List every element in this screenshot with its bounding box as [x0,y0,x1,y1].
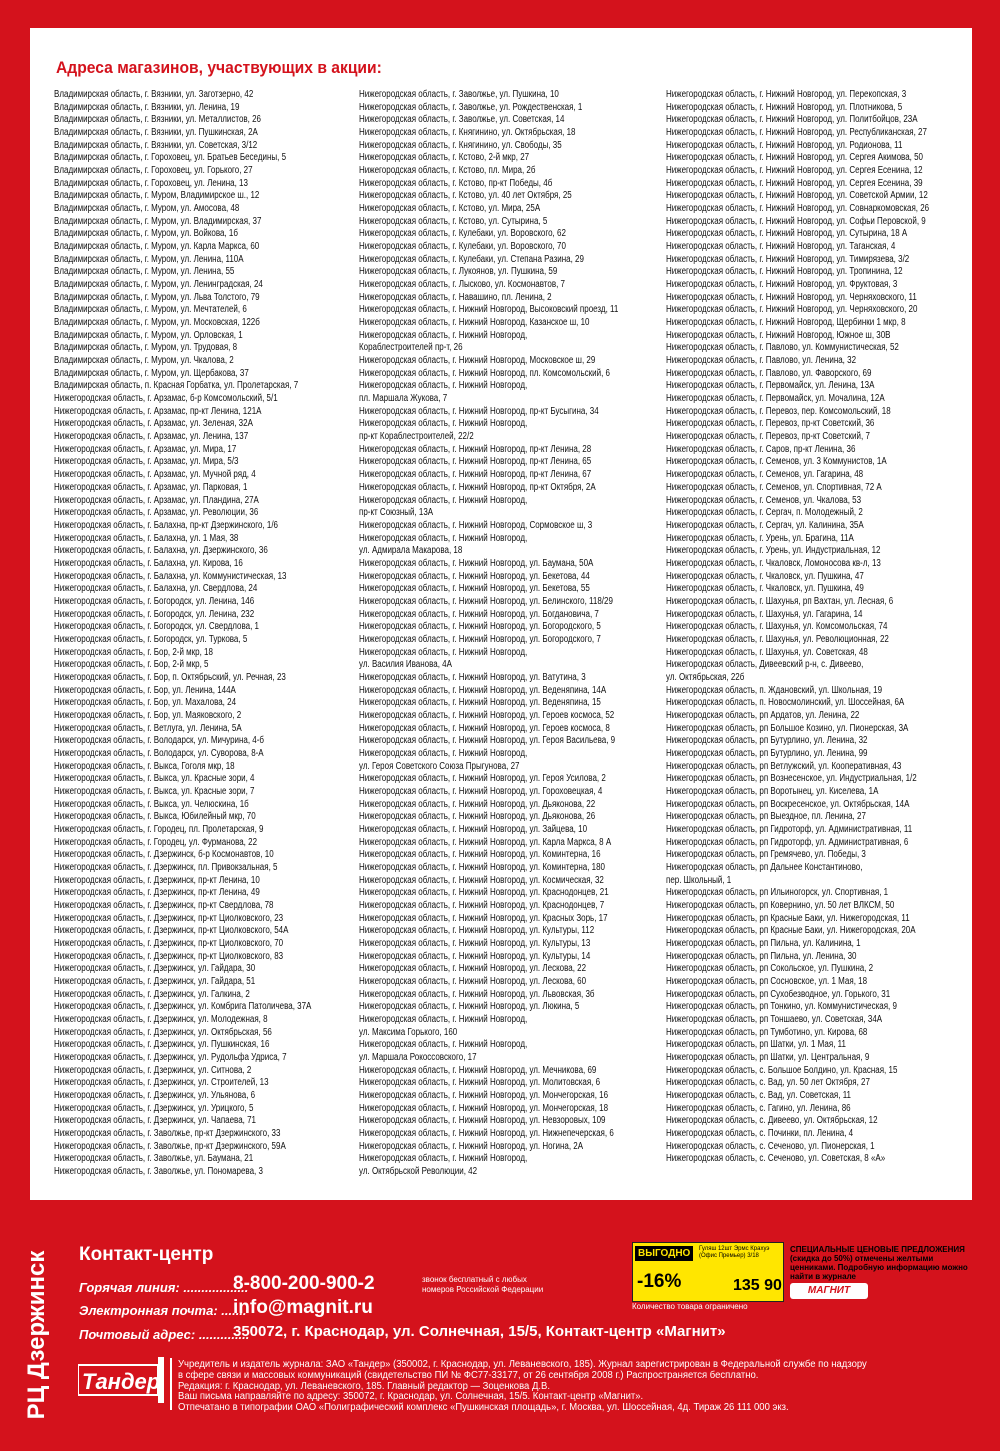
address-item: Нижегородская область, г. Нижний Новгород, ул. Культуры, 14 [359,950,591,962]
address-item: Нижегородская область, г. Семенов, ул. 3 Коммунистов, 1А [666,456,887,468]
address-item: Нижегородская область, г. Володарск, ул. Суворова, 8-А [54,747,264,759]
footer-divider [170,1358,172,1410]
address-item: Нижегородская область, г. Кстово, 2-й мкр, 27 [359,152,530,164]
promo-badge: ВЫГОДНО [635,1246,693,1261]
address-item: Нижегородская область, рп Бутурлино, ул. Ленина, 32 [666,735,868,747]
address-item: Нижегородская область, г. Нижний Новгород, Московское ш, 29 [359,355,596,367]
address-item: Нижегородская область, г. Кстово, пр-кт Победы, 4б [359,177,553,189]
address-item: Нижегородская область, г. Кулебаки, ул. Степана Разина, 29 [359,253,584,265]
address-item: Нижегородская область, г. Дзержинск, ул. Ситнова, 2 [54,1064,252,1076]
address-item: Нижегородская область, г. Бор, 2-й мкр, 5 [54,659,209,671]
address-item: ул. Октябрьская, 22б [666,671,745,683]
address-item: Нижегородская область, г. Нижний Новгород, ул. Лескова, 60 [359,976,587,988]
address-item: Нижегородская область, г. Нижний Новгород, ул. Родионова, 11 [666,139,903,151]
address-item: Нижегородская область, рп Сухобезводное, ул. Горького, 31 [666,988,891,1000]
contact-center-title: Контакт-центр [79,1244,214,1265]
address-item: Нижегородская область, г. Нижний Новгород, ул. Белинского, 118/29 [359,595,613,607]
address-item: Нижегородская область, г. Нижний Новгород, [359,380,528,392]
address-item: Нижегородская область, г. Первомайск, ул. Мочалина, 12А [666,393,885,405]
address-item: Владимирская область, г. Муром, ул. Карла Маркса, 60 [54,241,260,253]
address-item: Владимирская область, г. Гороховец, ул. Братьев Беседины, 5 [54,152,287,164]
address-item: Нижегородская область, рп Красные Баки, ул. Нижегородская, 20А [666,925,916,937]
address-column-2 [359,89,659,1179]
address-item: Нижегородская область, г. Нижний Новгород, Казанское ш, 10 [359,317,590,329]
address-item: Нижегородская область, рп Шатки, ул. 1 Мая, 11 [666,1039,846,1051]
address-item: Нижегородская область, рп Выездное, пл. Ленина, 27 [666,811,866,823]
promo-price-tag [632,1242,784,1302]
address-item: Нижегородская область, г. Нижний Новгород, ул. Мечникова, 69 [359,1064,597,1076]
address-item: Нижегородская область, г. Нижний Новгород, ул. Культуры, 112 [359,925,595,937]
address-item: ул. Адмирала Макарова, 18 [359,545,463,557]
address-item: Нижегородская область, г. Нижний Новгород, ул. Таганская, 4 [666,241,896,253]
address-item: Нижегородская область, рп Ардатов, ул. Ленина, 22 [666,709,860,721]
address-item: Нижегородская область, г. Нижний Новгород, ул. Богородского, 5 [359,621,601,633]
address-item: Нижегородская область, г. Дзержинск, ул. Чапаева, 71 [54,1115,257,1127]
address-item: Нижегородская область, г. Кстово, пл. Мира, 2б [359,165,536,177]
address-item: Кораблестроителей пр-т, 26 [359,342,463,354]
address-item: Нижегородская область, г. Арзамас, б-р Комсомольский, 5/1 [54,393,278,405]
address-item: Владимирская область, г. Муром, ул. Войкова, 1б [54,228,238,240]
address-item: Нижегородская область, г. Нижний Новгород, ул. Советской Армии, 12 [666,190,928,202]
address-item: Нижегородская область, г. Нижний Новгород, ул. Политбойцов, 23А [666,114,918,126]
address-item: Нижегородская область, рп Ветлужский, ул. Кооперативная, 43 [666,760,902,772]
address-item: Нижегородская область, г. Заволжье, пр-кт Дзержинского, 59А [54,1140,286,1152]
address-item: Владимирская область, г. Муром, ул. Трудовая, 8 [54,342,238,354]
address-item: Нижегородская область, г. Кулебаки, ул. Воровского, 70 [359,241,566,253]
address-item: Нижегородская область, г. Дзержинск, ул. Ульянова, 6 [54,1090,256,1102]
address-item: Нижегородская область, г. Заволжье, ул. Советская, 14 [359,114,565,126]
tander-logo-text: Тандер [82,1369,161,1394]
address-item: Нижегородская область, с. Гагино, ул. Ленина, 86 [666,1102,851,1114]
address-item: Нижегородская область, г. Володарск, ул. Мичурина, 4-б [54,735,264,747]
email-label: Электронная почта: ....... [79,1303,247,1318]
address-item: Нижегородская область, г. Урень, ул. Индустриальная, 12 [666,545,881,557]
imprint-line: в сфере связи и массовых коммуникаций (свидетельство ПИ № ФС77-33177, от 26 сентября 2008 г.) Распространяется бесплатно. [178,1369,759,1381]
address-item: Нижегородская область, г. Дзержинск, ул. Урицкого, 5 [54,1102,254,1114]
imprint-line: Ваш письма направляйте по адресу: 350072, г. Краснодар, ул. Солнечная, 15/5. Контакт-центр «Магнит». [178,1391,644,1403]
address-item: Нижегородская область, рп Красные Баки, ул. Нижегородская, 11 [666,912,910,924]
address-column-1 [54,89,354,1179]
address-item: пл. Маршала Жукова, 7 [359,393,448,405]
address-item: Нижегородская область, п. Новосмолинский, ул. Шоссейная, 6А [666,697,905,709]
address-item: Владимирская область, г. Гороховец, ул. Горького, 27 [54,165,253,177]
address-item: Нижегородская область, г. Нижний Новгород, [359,1153,528,1165]
address-item: Нижегородская область, с. Починки, пл. Ленина, 4 [666,1128,854,1140]
address-item: Нижегородская область, г. Выкса, Юбилейный мкр, 70 [54,811,256,823]
address-item: Нижегородская область, г. Сергач, ул. Калинина, 35А [666,519,864,531]
address-item: Нижегородская область, г. Бор, п. Октябрьский, ул. Речная, 23 [54,671,286,683]
address-item: Нижегородская область, г. Нижний Новгород, пр-кт Ленина, 67 [359,469,592,481]
address-item: Нижегородская область, г. Выкса, ул. Красные зори, 4 [54,773,255,785]
address-item: Нижегородская область, г. Нижний Новгород, ул. Зайцева, 10 [359,823,588,835]
address-item: Нижегородская область, г. Балахна, ул. Дзержинского, 36 [54,545,268,557]
address-item: Нижегородская область, г. Нижний Новгород, [359,418,528,430]
address-item: Нижегородская область, г. Нижний Новгород, ул. Баумана, 50А [359,557,594,569]
address-item: Владимирская область, г. Муром, ул. Чкалова, 2 [54,355,234,367]
address-item: Нижегородская область, г. Нижний Новгород, ул. Гороховецкая, 4 [359,785,603,797]
address-item: пер. Школьный, 1 [666,874,732,886]
address-item: Нижегородская область, г. Городец, ул. Фурманова, 22 [54,836,258,848]
address-item: Нижегородская область, г. Нижний Новгород, ул. Львовская, 3б [359,988,595,1000]
address-item: Нижегородская область, г. Нижний Новгород, ул. Сутырина, 18 А [666,228,908,240]
address-item: Нижегородская область, рп Тонкино, ул. Коммунистическая, 9 [666,1001,897,1013]
special-offers-note: СПЕЦИАЛЬНЫЕ ЦЕНОВЫЕ ПРЕДЛОЖЕНИЯ (скидка до 50%) отмечены желтыми ценниками. Подробную информацию можно найти в журнале [790,1245,968,1281]
address-item: Нижегородская область, г. Богородск, ул. Туркова, 5 [54,633,248,645]
address-item: Нижегородская область, г. Нижний Новгород, [359,1039,528,1051]
address-item: Нижегородская область, г. Нижний Новгород, Сормовское ш, 3 [359,519,593,531]
address-item: Нижегородская область, г. Саров, пр-кт Ленина, 36 [666,443,856,455]
address-item: Нижегородская область, г. Дзержинск, пр-кт Циолковского, 23 [54,912,284,924]
address-item: Нижегородская область, г. Нижний Новгород, ул. Космическая, 32 [359,874,604,886]
address-item: Нижегородская область, г. Урень, ул. Брагина, 11А [666,532,854,544]
address-item: Нижегородская область, г. Перевоз, пр-кт Советский, 7 [666,431,870,443]
address-item: Нижегородская область, рп Большое Козино, ул. Пионерская, 3А [666,722,909,734]
address-item: Нижегородская область, г. Павлово, ул. Ленина, 32 [666,355,857,367]
address-item: ул. Василия Иванова, 4А [359,659,452,671]
address-item: Нижегородская область, г. Заволжье, ул. Баумана, 21 [54,1153,254,1165]
address-item: Нижегородская область, г. Нижний Новгород, ул. Бекетова, 44 [359,570,590,582]
address-item: Нижегородская область, г. Нижний Новгород, ул. Лескова, 22 [359,963,587,975]
address-item: Владимирская область, г. Муром, ул. Мечтателей, 6 [54,304,247,316]
address-item: Нижегородская область, рп Дальнее Константиново, [666,861,863,873]
address-item: Нижегородская область, г. Нижний Новгород, ул. Софьи Перовской, 9 [666,215,926,227]
address-item: Нижегородская область, г. Дзержинск, пл. Привокзальная, 5 [54,861,278,873]
address-item: Нижегородская область, г. Чкаловск, Ломоносова кв-л, 13 [666,557,881,569]
address-item: Нижегородская область, г. Нижний Новгород, ул. Богдановича, 7 [359,608,599,620]
imprint-line: Учредитель и издатель журнала: ЗАО «Тандер» (350002, г. Краснодар, ул. Леваневского, 185). Журнал зарегистрирован в Федеральной службе по надзору [178,1359,867,1370]
address-item: Владимирская область, г. Вязники, ул. Пушкинская, 2А [54,127,258,139]
address-item: Нижегородская область, г. Нижний Новгород, ул. Мончегорская, 16 [359,1090,609,1102]
address-item: Нижегородская область, г. Чкаловск, ул. Пушкина, 49 [666,583,864,595]
address-item: Нижегородская область, г. Нижний Новгород, пр-кт Ленина, 65 [359,456,592,468]
address-item: Нижегородская область, г. Нижний Новгород, ул. Тимирязева, 3/2 [666,253,910,265]
address-item: Нижегородская область, г. Шахунья, ул. Революционная, 22 [666,633,889,645]
address-item: Нижегородская область, г. Шахунья, ул. Комсомольская, 74 [666,621,888,633]
address-item: Нижегородская область, г. Семенов, ул. Чкалова, 53 [666,494,862,506]
address-item: Нижегородская область, г. Дзержинск, ул. Комбрига Патоличева, 37А [54,1001,312,1013]
address-item: Нижегородская область, Дивеевский р-н, с. Дивеево, [666,659,864,671]
address-item: Нижегородская область, г. Нижний Новгород, [359,494,528,506]
address-item: Нижегородская область, г. Нижний Новгород, ул. Коминтерна, 180 [359,861,606,873]
region-label-text: РЦ Дзержинск [23,1250,50,1420]
address-item: Нижегородская область, г. Дзержинск, ул. Строителей, 13 [54,1077,269,1089]
address-item: ул. Героя Советского Союза Прыгунова, 27 [359,760,520,772]
address-item: Нижегородская область, рп Сосновское, ул. 1 Мая, 18 [666,976,868,988]
address-item: Нижегородская область, г. Арзамас, ул. Мира, 5/3 [54,456,239,468]
address-item: Владимирская область, г. Муром, ул. Ленинградская, 24 [54,279,263,291]
address-item: Нижегородская область, г. Кстово, ул. Мира, 25А [359,203,541,215]
address-item: Нижегородская область, г. Городец, пл. Пролетарская, 9 [54,823,264,835]
address-item: Нижегородская область, г. Первомайск, ул. Ленина, 13А [666,380,875,392]
address-item: Нижегородская область, г. Нижний Новгород, Южное ш, 30В [666,329,891,341]
address-item: Нижегородская область, рп Пильна, ул. Калинина, 1 [666,938,861,950]
address-item: Нижегородская область, г. Арзамас, пр-кт Ленина, 121А [54,405,262,417]
address-item: Нижегородская область, г. Богородск, ул. Ленина, 232 [54,608,255,620]
address-item: Нижегородская область, г. Нижний Новгород, ул. Совнаркомовская, 26 [666,203,930,215]
address-item: Нижегородская область, г. Нижний Новгород, ул. Коминтерна, 16 [359,849,601,861]
address-item: Владимирская область, г. Вязники, ул. Металлистов, 26 [54,114,262,126]
address-item: Нижегородская область, г. Дзержинск, б-р Космонавтов, 10 [54,849,274,861]
address-item: Нижегородская область, г. Дзержинск, ул. Гайдара, 30 [54,963,256,975]
address-item: Нижегородская область, г. Арзамас, ул. Парковая, 1 [54,481,248,493]
address-item: Нижегородская область, рп Тоншаево, ул. Советская, 34А [666,1014,883,1026]
address-item: Нижегородская область, г. Дзержинск, ул. Пушкинская, 16 [54,1039,270,1051]
address-item: Нижегородская область, г. Лукоянов, ул. Пушкина, 59 [359,266,558,278]
address-item: Нижегородская область, рп Бутурлино, ул. Ленина, 99 [666,747,868,759]
address-item: Нижегородская область, г. Шахунья, рп Вахтан, ул. Лесная, 6 [666,595,894,607]
address-item: Нижегородская область, г. Нижний Новгород, ул. Сергея Есенина, 39 [666,177,923,189]
address-item: Нижегородская область, г. Нижний Новгород, [359,646,528,658]
address-item: Нижегородская область, г. Балахна, ул. Кирова, 16 [54,557,243,569]
address-item: Нижегородская область, г. Богородск, ул. Свердлова, 1 [54,621,259,633]
address-item: Нижегородская область, г. Заволжье, ул. Рождественская, 1 [359,101,583,113]
address-item: Нижегородская область, рп Ковернино, ул. 50 лет ВЛКСМ, 50 [666,900,895,911]
address-item: Нижегородская область, г. Нижний Новгород, ул. Героев космоса, 52 [359,709,615,721]
address-item: Нижегородская область, г. Лысково, ул. Космонавтов, 7 [359,279,565,291]
promo-discount: -16% [637,1271,682,1292]
address-item: ул. Маршала Рокоссовского, 17 [359,1052,477,1064]
address-item: Нижегородская область, г. Нижний Новгород, ул. Ватутина, 3 [359,671,586,683]
address-item: Нижегородская область, г. Арзамас, ул. Мира, 17 [54,443,237,455]
address-item: Нижегородская область, г. Нижний Новгород, ул. Молитовская, 6 [359,1077,601,1089]
address-item: Нижегородская область, г. Дзержинск, ул. Галкина, 2 [54,988,250,1000]
address-item: Нижегородская область, г. Дзержинск, ул. Гайдара, 51 [54,976,256,988]
address-item: Владимирская область, г. Муром, ул. Ленина, 55 [54,266,235,278]
region-label [22,1240,52,1430]
address-item: Нижегородская область, г. Нижний Новгород, ул. Перекопская, 3 [666,89,907,100]
address-item: Нижегородская область, г. Бор, ул. Маяковского, 2 [54,709,242,721]
address-item: Нижегородская область, с. Сеченово, ул. Советская, 8 «А» [666,1153,886,1165]
address-item: Нижегородская область, г. Нижний Новгород, ул. Черняховского, 11 [666,291,917,303]
address-item: Нижегородская область, г. Нижний Новгород, пр-кт Ленина, 28 [359,443,592,455]
address-item: Нижегородская область, г. Нижний Новгород, Щербинки 1 мкр, 8 [666,317,906,329]
address-item: Нижегородская область, г. Дзержинск, пр-кт Свердлова, 78 [54,900,274,911]
address-item: пр-кт Союзный, 13А [359,507,434,519]
address-item: Нижегородская область, г. Выкса, ул. Челюскина, 1б [54,798,249,810]
address-item: Нижегородская область, г. Нижний Новгород, ул. Сергея Есенина, 12 [666,165,923,177]
address-item: Нижегородская область, г. Бор, ул. Ленина, 144А [54,684,236,696]
address-item: Нижегородская область, г. Нижний Новгород, ул. Веденяпина, 14А [359,684,607,696]
address-item: Нижегородская область, г. Балахна, ул. Свердлова, 24 [54,583,258,595]
address-item: Нижегородская область, г. Перевоз, пер. Комсомольский, 18 [666,405,891,417]
address-item: Нижегородская область, г. Ветлуга, ул. Ленина, 5А [54,722,242,734]
address-item: Нижегородская область, г. Шахунья, ул. Гагарина, 14 [666,608,863,620]
hotline-label: Горячая линия: .................. [79,1280,249,1295]
address-item: Нижегородская область, г. Нижний Новгород, ул. Невзоровых, 109 [359,1115,606,1127]
address-item: Нижегородская область, г. Нижний Новгород, ул. Сергея Акимова, 50 [666,152,924,164]
address-item: Владимирская область, г. Муром, ул. Владимирская, 37 [54,215,262,227]
address-item: Нижегородская область, г. Нижний Новгород, ул. Героев космоса, 8 [359,722,610,734]
address-item: Нижегородская область, г. Княгинино, ул. Свободы, 35 [359,139,562,151]
address-item: Нижегородская область, г. Нижний Новгород, пр-кт Октября, 2А [359,481,596,493]
address-item: Нижегородская область, г. Арзамас, ул. Зеленая, 32А [54,418,253,430]
address-item: Нижегородская область, г. Нижний Новгород, ул. Веденяпина, 15 [359,697,601,709]
address-item: Нижегородская область, г. Перевоз, пр-кт Советский, 36 [666,418,875,430]
address-item: Нижегородская область, г. Нижний Новгород, ул. Краснодонцев, 21 [359,887,609,899]
address-item: Нижегородская область, г. Дзержинск, пр-кт Ленина, 10 [54,874,260,886]
address-item: Нижегородская область, рп Гидроторф, ул. Административная, 6 [666,836,909,848]
address-item: Нижегородская область, г. Нижний Новгород, ул. Тропинина, 12 [666,266,903,278]
address-item: Владимирская область, г. Муром, ул. Льва Толстого, 79 [54,291,260,303]
address-item: Нижегородская область, г. Навашино, пл. Ленина, 2 [359,291,552,303]
address-item: Нижегородская область, г. Семенов, ул. Спортивная, 72 А [666,481,882,493]
promo-caption: Количество товара ограничено [632,1302,748,1311]
address-item: Нижегородская область, г. Нижний Новгород, ул. Богородского, 7 [359,633,601,645]
address-item: Нижегородская область, г. Кулебаки, ул. Воровского, 62 [359,228,566,240]
address-item: Нижегородская область, рп Сокольское, ул. Пушкина, 2 [666,963,874,975]
address-item: Владимирская область, г. Гороховец, ул. Ленина, 13 [54,177,248,189]
promo-description: Гуляш 12шт Эрмс Крахуэ (Офис Премьер) 3/18 [699,1246,770,1259]
email-link[interactable]: info@magnit.ru [233,1297,373,1318]
address-item: Нижегородская область, рп Пильна, ул. Ленина, 30 [666,950,857,962]
address-item: Нижегородская область, г. Нижний Новгород, ул. Карла Маркса, 8 А [359,836,612,848]
address-item: Нижегородская область, г. Балахна, ул. Коммунистическая, 13 [54,570,287,582]
address-item: Нижегородская область, г. Дзержинск, ул. Рудольфа Удриса, 7 [54,1052,287,1064]
address-item: Нижегородская область, рп Вознесенское, ул. Индустриальная, 1/2 [666,773,917,785]
address-item: Нижегородская область, рп Гидроторф, ул. Административная, 11 [666,823,913,835]
address-item: Нижегородская область, г. Нижний Новгород, пр-кт Бусыгина, 34 [359,405,599,417]
address-item: Нижегородская область, г. Нижний Новгород, [359,747,528,759]
address-item: Нижегородская область, г. Кстово, ул. 40 лет Октября, 25 [359,190,572,202]
address-item: Нижегородская область, г. Бор, ул. Махалова, 24 [54,697,237,709]
address-item: Нижегородская область, с. Дивеево, ул. Октябрьская, 12 [666,1115,878,1127]
promo-price: 135 90 [733,1277,782,1294]
address-item: Владимирская область, г. Муром, ул. Ленина, 110А [54,253,244,265]
address-item: Нижегородская область, с. Большое Болдино, ул. Красная, 15 [666,1064,898,1076]
address-item: Нижегородская область, г. Арзамас, ул. Ленина, 137 [54,431,249,443]
address-item: Нижегородская область, г. Нижний Новгород, ул. Дьяконова, 26 [359,811,596,823]
address-item: Нижегородская область, г. Нижний Новгород, [359,329,528,341]
address-item: Нижегородская область, г. Кстово, ул. Сутырина, 5 [359,215,548,227]
address-item: Владимирская область, г. Муром, ул. Орловская, 1 [54,329,243,341]
address-item: Нижегородская область, рп Тумботино, ул. Кирова, 68 [666,1026,868,1038]
address-item: Нижегородская область, г. Нижний Новгород, ул. Дьяконова, 22 [359,798,596,810]
magnit-logo: МАГНИТ [790,1283,868,1299]
address-item: Нижегородская область, г. Нижний Новгород, ул. Республиканская, 27 [666,127,927,139]
address-item: Нижегородская область, г. Нижний Новгород, ул. Бекетова, 55 [359,583,590,595]
hotline-note: звонок бесплатный с любых номеров Российской Федерации [422,1275,544,1294]
address-item: Нижегородская область, г. Княгинино, ул. Октябрьская, 18 [359,127,576,139]
address-item: Нижегородская область, рп Гремячево, ул. Победы, 3 [666,849,866,861]
address-item: Владимирская область, п. Красная Горбатка, ул. Пролетарская, 7 [54,380,299,392]
address-item: Нижегородская область, г. Нижний Новгород, ул. Героя Васильева, 9 [359,735,616,747]
address-item: Нижегородская область, г. Богородск, ул. Ленина, 146 [54,595,255,607]
address-item: пр-кт Кораблестроителей, 22/2 [359,431,474,443]
address-item: Нижегородская область, г. Нижний Новгород, ул. Фруктовая, 3 [666,279,898,291]
address-item: Нижегородская область, г. Чкаловск, ул. Пушкина, 47 [666,570,864,582]
address-item: Нижегородская область, г. Нижний Новгород, Высоковский проезд, 11 [359,304,619,316]
address-item: Нижегородская область, с. Сеченово, ул. Пионерская, 1 [666,1140,875,1152]
postal-label: Почтовый адрес: .............. [79,1327,250,1342]
address-item: Нижегородская область, г. Заволжье, пр-кт Дзержинского, 33 [54,1128,281,1140]
address-item: Нижегородская область, г. Нижний Новгород, [359,1014,528,1026]
address-item: Владимирская область, г. Вязники, ул. Заготзерно, 42 [54,89,254,100]
address-item: Нижегородская область, рп Воротынец, ул. Киселева, 1А [666,785,879,797]
address-item: Нижегородская область, г. Нижний Новгород, ул. Героя Усилова, 2 [359,773,606,785]
address-item: Нижегородская область, г. Нижний Новгород, пл. Комсомольский, 6 [359,367,610,379]
address-item: Нижегородская область, п. Ждановский, ул. Школьная, 19 [666,684,883,696]
address-item: Нижегородская область, г. Нижний Новгород, ул. Краснодонцев, 7 [359,900,605,911]
address-item: Нижегородская область, г. Сергач, п. Молодежный, 2 [666,507,863,519]
page-title: Адреса магазинов, участвующих в акции: [56,58,382,77]
address-item: Нижегородская область, г. Нижний Новгород, ул. Плотникова, 5 [666,101,903,113]
address-item: Нижегородская область, г. Нижний Новгород, ул. Люкина, 5 [359,1001,580,1013]
address-item: ул. Октябрьской Революции, 42 [359,1166,478,1178]
tander-logo [78,1353,164,1409]
address-item: Нижегородская область, г. Дзержинск, пр-кт Ленина, 49 [54,887,260,899]
address-item: ул. Максима Горького, 160 [359,1026,458,1038]
hotline-number[interactable]: 8-800-200-900-2 [233,1273,375,1294]
address-item: Нижегородская область, г. Дзержинск, пр-кт Циолковского, 54А [54,925,289,937]
address-item: Владимирская область, г. Муром, ул. Московская, 122б [54,317,260,329]
address-item: Нижегородская область, г. Дзержинск, ул. Октябрьская, 56 [54,1026,272,1038]
address-item: Нижегородская область, г. Шахунья, ул. Советская, 48 [666,646,868,658]
imprint-line: Отпечатано в типографии ОАО «Полиграфический комплекс «Пушкинская площадь», г. Москва, ул. Шоссейная, 4д. Тираж 26 111 000 экз. [178,1402,789,1414]
address-item: Нижегородская область, г. Заволжье, ул. Пушкина, 10 [359,89,559,100]
address-item: Нижегородская область, г. Выкса, Гоголя мкр, 18 [54,760,235,772]
address-item: Нижегородская область, г. Арзамас, ул. Революции, 36 [54,507,259,519]
address-item: Нижегородская область, г. Нижний Новгород, ул. Черняховского, 20 [666,304,918,316]
address-item: Нижегородская область, г. Нижний Новгород, ул. Ногина, 2А [359,1140,584,1152]
address-item: Нижегородская область, г. Павлово, ул. Коммунистическая, 52 [666,342,899,354]
postal-address: 350072, г. Краснодар, ул. Солнечная, 15/5, Контакт-центр «Магнит» [233,1323,726,1340]
address-item: Нижегородская область, г. Балахна, пр-кт Дзержинского, 1/6 [54,519,279,531]
address-item: Нижегородская область, с. Вад, ул. 50 лет Октября, 27 [666,1077,870,1089]
address-item: Нижегородская область, г. Дзержинск, пр-кт Циолковского, 83 [54,950,284,962]
address-item: Нижегородская область, рп Ильиногорск, ул. Спортивная, 1 [666,887,889,899]
address-item: Нижегородская область, г. Нижний Новгород, [359,532,528,544]
address-item: Владимирская область, г. Вязники, ул. Советская, 3/12 [54,139,258,151]
address-item: Нижегородская область, г. Павлово, ул. Фаворского, 69 [666,367,872,379]
address-item: Нижегородская область, с. Вад, ул. Советская, 11 [666,1090,852,1102]
address-item: Нижегородская область, г. Выкса, ул. Красные зори, 7 [54,785,255,797]
address-item: Владимирская область, г. Вязники, ул. Ленина, 19 [54,101,240,113]
address-item: Нижегородская область, г. Нижний Новгород, ул. Красных Зорь, 17 [359,912,608,924]
imprint [178,1360,978,1414]
address-item: Нижегородская область, г. Дзержинск, пр-кт Циолковского, 70 [54,938,284,950]
address-item: Нижегородская область, г. Нижний Новгород, ул. Нижнепечерская, 6 [359,1128,614,1140]
address-item: Нижегородская область, рп Воскресенское, ул. Октябрьская, 14А [666,798,910,810]
address-item: Нижегородская область, г. Балахна, ул. 1 Мая, 38 [54,532,239,544]
address-item: Нижегородская область, г. Нижний Новгород, ул. Мончегорская, 18 [359,1102,609,1114]
address-item: Нижегородская область, г. Арзамас, ул. Мучной ряд, 4 [54,469,256,481]
address-item: Нижегородская область, г. Арзамас, ул. Пландина, 27А [54,494,259,506]
address-item: Владимирская область, г. Муром, ул. Амосова, 48 [54,203,240,215]
imprint-line: Редакция: г. Краснодар, ул. Леваневского, 185. Главный редактор — Зоценкова Д.В. [178,1380,550,1392]
address-column-3 [666,89,966,1166]
address-item: Владимирская область, г. Муром, Владимирское ш., 12 [54,190,260,202]
address-item: Нижегородская область, г. Семенов, ул. Гагарина, 48 [666,469,864,481]
address-item: Нижегородская область, г. Нижний Новгород, ул. Культуры, 13 [359,938,591,950]
address-item: Нижегородская область, г. Бор, 2-й мкр, 18 [54,646,213,658]
address-item: Нижегородская область, г. Дзержинск, ул. Молодежная, 8 [54,1014,268,1026]
address-item: Нижегородская область, рп Шатки, ул. Центральная, 9 [666,1052,870,1064]
address-item: Владимирская область, г. Муром, ул. Щербакова, 37 [54,367,249,379]
address-item: Нижегородская область, г. Заволжье, ул. Пономарева, 3 [54,1166,263,1178]
